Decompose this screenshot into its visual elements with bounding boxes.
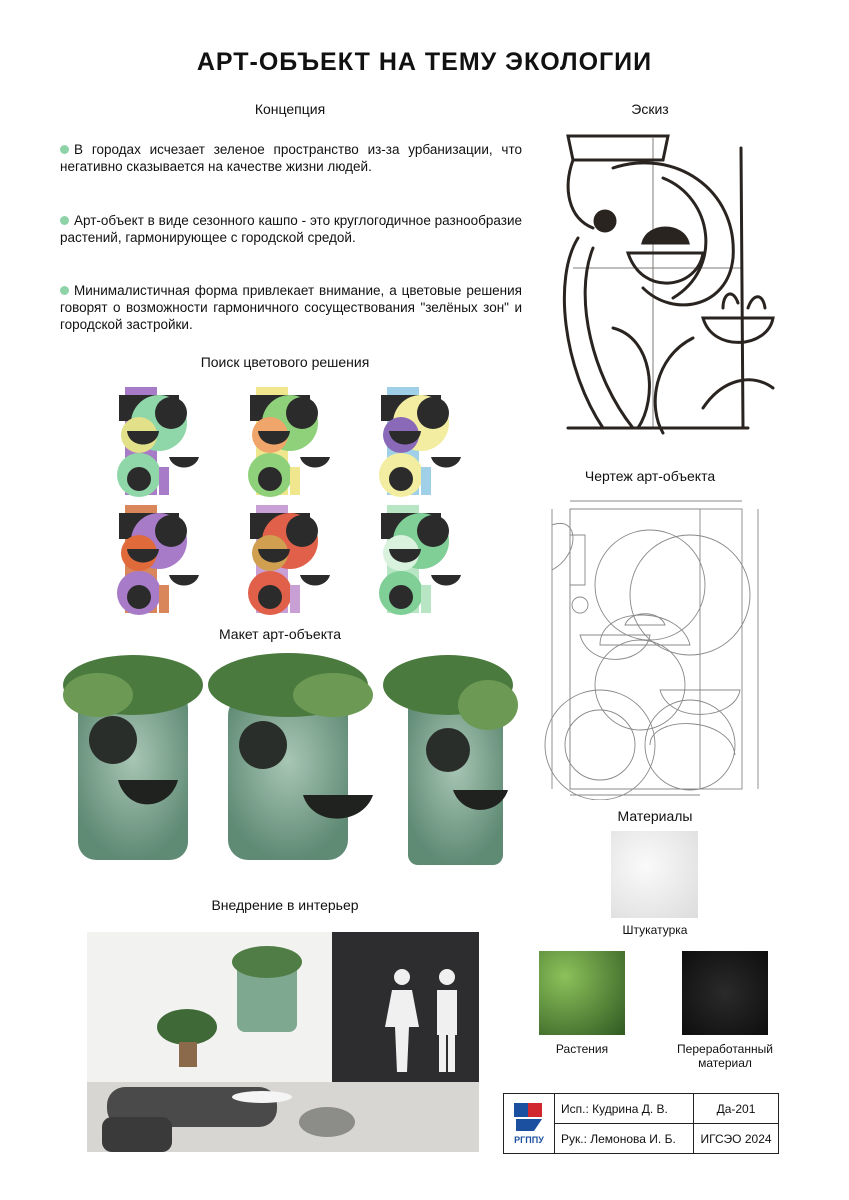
variant-shape <box>169 575 199 586</box>
variant-shape <box>421 585 431 613</box>
interior-heading: Внедрение в интерьер <box>211 897 359 913</box>
color-variant-thumbnail <box>379 505 461 615</box>
variant-shape <box>127 585 151 609</box>
plaster-swatch <box>611 831 698 918</box>
color-variant-thumbnail <box>117 387 199 497</box>
variant-shape <box>389 585 413 609</box>
variant-shape <box>286 397 318 429</box>
concept-paragraph-2: Арт-объект в виде сезонного кашпо - это круглогодичное разнообразие растений, гармонирующее с городской средой. <box>60 213 522 245</box>
variant-shape <box>169 457 199 468</box>
interior-photo <box>87 932 479 1152</box>
color-variant-thumbnail <box>248 505 330 615</box>
svg-text:РГППУ: РГППУ <box>514 1135 544 1145</box>
logo-cell <box>504 1094 555 1154</box>
bullet-dot-icon <box>60 216 69 225</box>
plants-caption: Растения <box>555 1042 609 1056</box>
variant-shape <box>421 467 431 495</box>
variant-shape <box>300 457 330 468</box>
technical-drawing <box>540 495 770 800</box>
sketch-heading: Эскиз <box>631 101 669 117</box>
variant-shape <box>431 457 461 468</box>
variant-shape <box>286 515 318 547</box>
concept-paragraph-3: Минималистичная форма привлекает внимание, а цветовые решения говорят о возможности гармоничного сосуществования "зелёных зон" и городской застройки. <box>60 283 522 332</box>
model-photos <box>58 650 528 875</box>
variant-shape <box>389 467 413 491</box>
variant-shape <box>290 467 300 495</box>
materials-heading: Материалы <box>617 808 693 824</box>
drawing-heading: Чертеж арт-объекта <box>584 468 716 484</box>
concept-paragraph-1: В городах исчезает зеленое пространство из-за урбанизации, что негативно сказывается на качестве жизни людей. <box>60 142 522 174</box>
color-variant-thumbnail <box>248 387 330 497</box>
variant-shape <box>417 397 449 429</box>
recycled-swatch <box>682 951 768 1035</box>
title-block <box>503 1093 779 1154</box>
institute-cell: ИГСЭО 2024 <box>694 1124 779 1154</box>
plaster-caption: Штукатурка <box>622 923 688 937</box>
variant-shape <box>159 585 169 613</box>
variant-shape <box>127 467 151 491</box>
variant-shape <box>155 397 187 429</box>
variant-shape <box>290 585 300 613</box>
page-title: АРТ-ОБЪЕКТ НА ТЕМУ ЭКОЛОГИИ <box>196 48 653 76</box>
variant-shape <box>258 467 282 491</box>
bullet-dot-icon <box>60 145 69 154</box>
plants-swatch <box>539 951 625 1035</box>
variant-shape <box>159 467 169 495</box>
variant-shape <box>155 515 187 547</box>
concept-heading: Концепция <box>254 101 326 117</box>
colors-heading: Поиск цветового решения <box>200 354 370 370</box>
model-heading: Макет арт-объекта <box>218 626 342 642</box>
supervisor-cell: Рук.: Лемонова И. Б. <box>555 1124 694 1154</box>
color-variant-thumbnail <box>379 387 461 497</box>
variant-shape <box>431 575 461 586</box>
variant-shape <box>417 515 449 547</box>
variant-shape <box>258 585 282 609</box>
university-logo <box>506 1097 552 1147</box>
group-cell: Да-201 <box>694 1094 779 1124</box>
bullet-dot-icon <box>60 286 69 295</box>
sketch-image <box>553 128 783 438</box>
variant-shape <box>300 575 330 586</box>
author-cell: Исп.: Кудрина Д. В. <box>555 1094 694 1124</box>
recycled-caption: Переработанный материал <box>677 1042 773 1070</box>
color-variants-grid <box>115 387 475 615</box>
color-variant-thumbnail <box>117 505 199 615</box>
